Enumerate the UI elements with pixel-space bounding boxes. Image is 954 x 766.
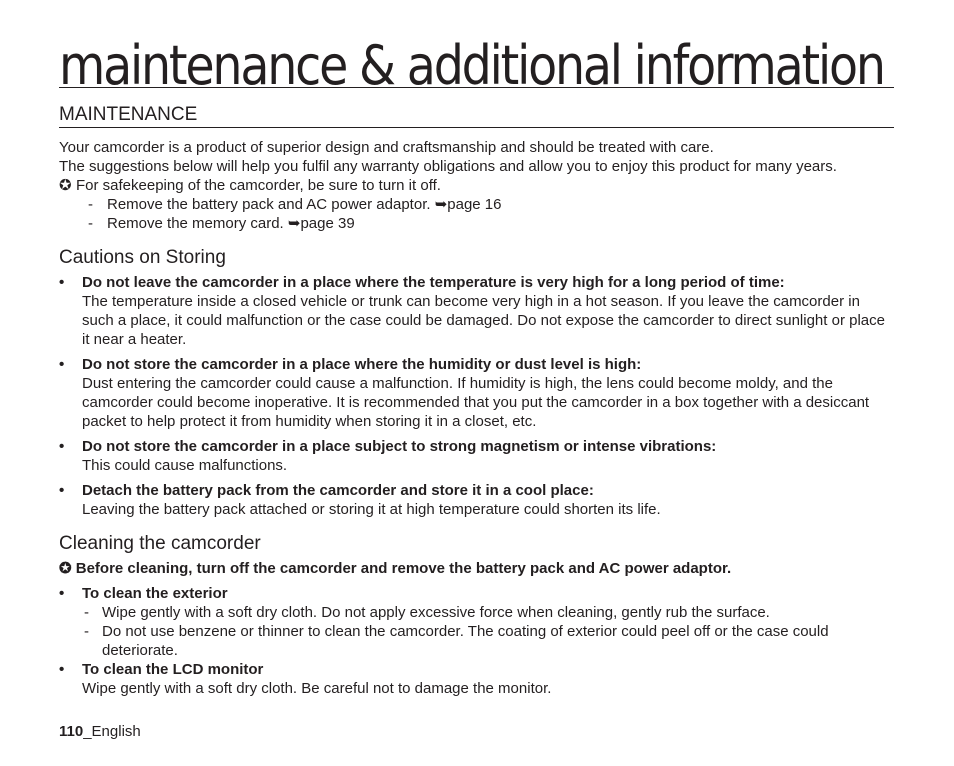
footer-language: _English [83,723,141,740]
dash-item-text: Remove the battery pack and AC power adaptor. ➥page 16 [107,196,502,213]
storing-item-title: Do not store the camcorder in a place subject to strong magnetism or intense vibrations: [82,438,717,455]
lcd-title: To clean the LCD monitor [82,661,264,678]
page-number: 110 [59,723,84,740]
storing-item-text: The temperature inside a closed vehicle or trunk can become very high in a hot season. If you leave the camcorder in such a place, it could malfunction or the case could be damaged. Do not expose the camcorder to direct sunlight or place it near a heater. [82,293,885,348]
exterior-item-text: Wipe gently with a soft dry cloth. Do not apply excessive force when cleaning, gently rub the surface. [102,604,770,621]
storing-item-title: Detach the battery pack from the camcorder and store it in a cool place: [82,482,594,499]
exterior-item-text: Do not use benzene or thinner to clean the camcorder. The coating of exterior could peel off or the case could deteriorate. [102,623,829,659]
intro-note-text: For safekeeping of the camcorder, be sure to turn it off. [76,177,441,194]
storing-item-title: Do not store the camcorder in a place where the humidity or dust level is high: [82,356,642,373]
content-body [59,138,894,698]
intro-dash-item [59,195,894,214]
cleaning-note-text: Before cleaning, turn off the camcorder and remove the battery pack and AC power adaptor. [75,560,732,577]
cleaning-note [59,559,894,578]
cleaning-lcd [59,660,894,698]
bullet-marker: • [59,438,65,455]
intro-line-1: Your camcorder is a product of superior design and craftsmanship and should be treated with care. [59,139,714,156]
intro-line-2: The suggestions below will help you fulfil any warranty obligations and allow you to enjoy this product for many years. [59,158,837,175]
page-title-text: maintenance & additional information [59,36,884,88]
storing-item [59,481,894,519]
page-title [59,36,894,88]
storing-item [59,355,894,431]
storing-item [59,437,894,475]
storing-item-text: Dust entering the camcorder could cause a malfunction. If humidity is high, the lens could become moldy, and the camcorder could become inoperative. It is recommended that you put the camcorder in a box together with a desiccant packet to help protect it from humidity when storing it in a closet, etc. [82,375,870,430]
lcd-text: Wipe gently with a soft dry cloth. Be careful not to damage the monitor. [82,680,552,697]
exterior-title: To clean the exterior [82,585,228,602]
cleaning-exterior [59,584,894,603]
bullet-marker: • [59,661,65,678]
exterior-dash-item [59,622,894,660]
dash-marker: - [84,623,89,640]
dash-marker: - [84,604,89,621]
dash-item-text: Remove the memory card. ➥page 39 [107,215,355,232]
storing-heading: Cautions on Storing [59,247,226,268]
bullet-marker: • [59,356,65,373]
dash-marker: - [88,215,93,232]
dash-marker: - [88,196,93,213]
page-footer [59,723,141,740]
storing-item [59,273,894,349]
bullet-marker: • [59,482,65,499]
note-icon: ✪ [59,560,72,577]
bullet-marker: • [59,585,65,602]
storing-item-text: Leaving the battery pack attached or storing it at high temperature could shorten its life. [82,501,661,518]
intro-note [59,176,894,195]
section-title: MAINTENANCE [59,104,894,128]
cleaning-heading: Cleaning the camcorder [59,533,261,554]
storing-item-text: This could cause malfunctions. [82,457,288,474]
storing-item-title: Do not leave the camcorder in a place where the temperature is very high for a long period of time: [82,274,785,291]
note-icon: ✪ [59,177,72,194]
intro-dash-item [59,214,894,233]
exterior-dash-item [59,603,894,622]
bullet-marker: • [59,274,65,291]
